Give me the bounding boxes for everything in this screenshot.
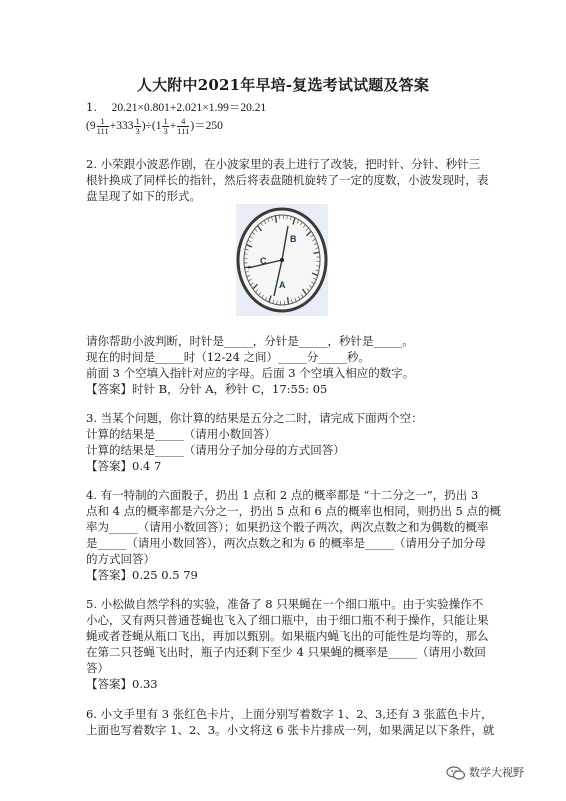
q5-line-1: 5. 小松做自然学科的实验，准备了 8 只果蝇在一个细口瓶中。由于实验操作不 <box>86 597 484 611</box>
q1-number: 1. <box>86 100 97 114</box>
q1-line-1 <box>86 100 266 116</box>
q4-line-1: 4. 有一特制的六面骰子，扔出 1 点和 2 点的概率都是 “十二分之一”，扔出 3 <box>86 488 479 502</box>
q6-line-2: 上面也写着数字 1、2、3。小文将这 6 张卡片排成一列，如果满足以下条件，就 <box>86 723 495 737</box>
wechat-icon <box>446 766 466 780</box>
q5-line-2: 小心，又有两只普通苍蝇也飞入了细口瓶中，由于细口瓶不利于操作，只能让果 <box>86 613 489 627</box>
hand-a-label: A <box>279 280 286 290</box>
q1-plus: + <box>169 120 177 133</box>
q3-answer: 【答案】0.4 7 <box>86 459 162 473</box>
q3-line-1: 3. 当某个问题，你计算的结果是五分之二时，请完成下面两个空： <box>86 411 423 425</box>
q1-plus-333: +333 <box>109 120 134 133</box>
q1-open-paren: ( <box>86 120 90 133</box>
q2-answer: 【答案】时针 B，分针 A，秒针 C，17:55: 05 <box>86 382 328 396</box>
q3-line-2: 计算的结果是_____（请用小数回答） <box>86 427 276 441</box>
q5-line-5: 答） <box>86 661 109 675</box>
q1-fraction-2: $\frac{1}{3}$ <box>135 116 140 136</box>
q2-line-3: 盘呈现了如下的形式。 <box>86 189 201 203</box>
q2-line-5: 现在的时间是_____时（12-24 之间）_____分_____秒。 <box>86 350 371 364</box>
q1-fraction-1: $\frac{1}{111}$ <box>96 116 109 136</box>
q1-equation-1: 20.21×0.801+2.021×1.99＝20.21 <box>111 102 267 114</box>
q2-line-2: 根针换成了同样长的指针，然后将表盘随机旋转了一定的度数，小波发现时，表 <box>86 173 489 187</box>
watermark <box>446 764 524 780</box>
q1-whole-9: 9 <box>89 120 96 133</box>
q1-fraction-3: $\frac{1}{3}$ <box>163 116 168 136</box>
q2-line-6: 前面 3 个空填入指针对应的字母。后面 3 个空填入相应的数字。 <box>86 366 415 380</box>
q2-line-1: 2. 小荣跟小波恶作剧，在小波家里的表上进行了改装，把时针、分针、秒针三 <box>86 157 481 171</box>
q5-line-4: 在第二只苍蝇飞出时，瓶子内还剩下至少 4 只果蝇的概率是_____（请用小数回 <box>86 645 486 659</box>
q1-equation-2 <box>86 117 223 136</box>
watermark-text: 数学大视野 <box>469 766 524 779</box>
hand-c-label: C <box>260 256 267 266</box>
q3-line-3: 计算的结果是_____（请用分子加分母的方式回答） <box>86 443 345 457</box>
q5-line-3: 蝇或者苍蝇从瓶口飞出，再加以甄别。如果瓶内蝇飞出的可能性是均等的，那么 <box>86 629 489 643</box>
q1-fraction-4: $\frac{4}{111}$ <box>177 116 190 136</box>
clock-image <box>236 204 328 316</box>
q4-line-5: 的方式回答） <box>86 552 155 566</box>
q1-result: )＝250 <box>190 120 223 133</box>
q2-line-4: 请你帮助小波判断，时针是_____，分针是_____，秒针是_____。 <box>86 334 414 348</box>
q4-line-3: 率为_____（请用小数回答）；如果扔这个骰子两次，两次点数之和为偶数的概率 <box>86 520 489 534</box>
q6-line-1: 6. 小文手里有 3 张红色卡片，上面分别写着数字 1、2、3,还有 3 张蓝色卡片， <box>86 707 493 721</box>
q5-answer: 【答案】0.33 <box>86 677 158 691</box>
hand-b-label: B <box>290 234 297 244</box>
q4-answer: 【答案】0.25 0.5 79 <box>86 568 198 582</box>
q4-line-2: 点和 4 点的概率都是六分之一，扔出 5 点和 6 点的概率也相同，则扔出 5 点的概 <box>86 504 502 518</box>
page-title: 人大附中2021年早培-复选考试试题及答案 <box>136 76 430 94</box>
clock-center <box>280 258 284 262</box>
q4-line-4: 是_____（请用小数回答），两次点数之和为 6 的概率是_____（请用分子加分母 <box>86 536 486 550</box>
q1-divide: )÷(1 <box>141 120 162 133</box>
